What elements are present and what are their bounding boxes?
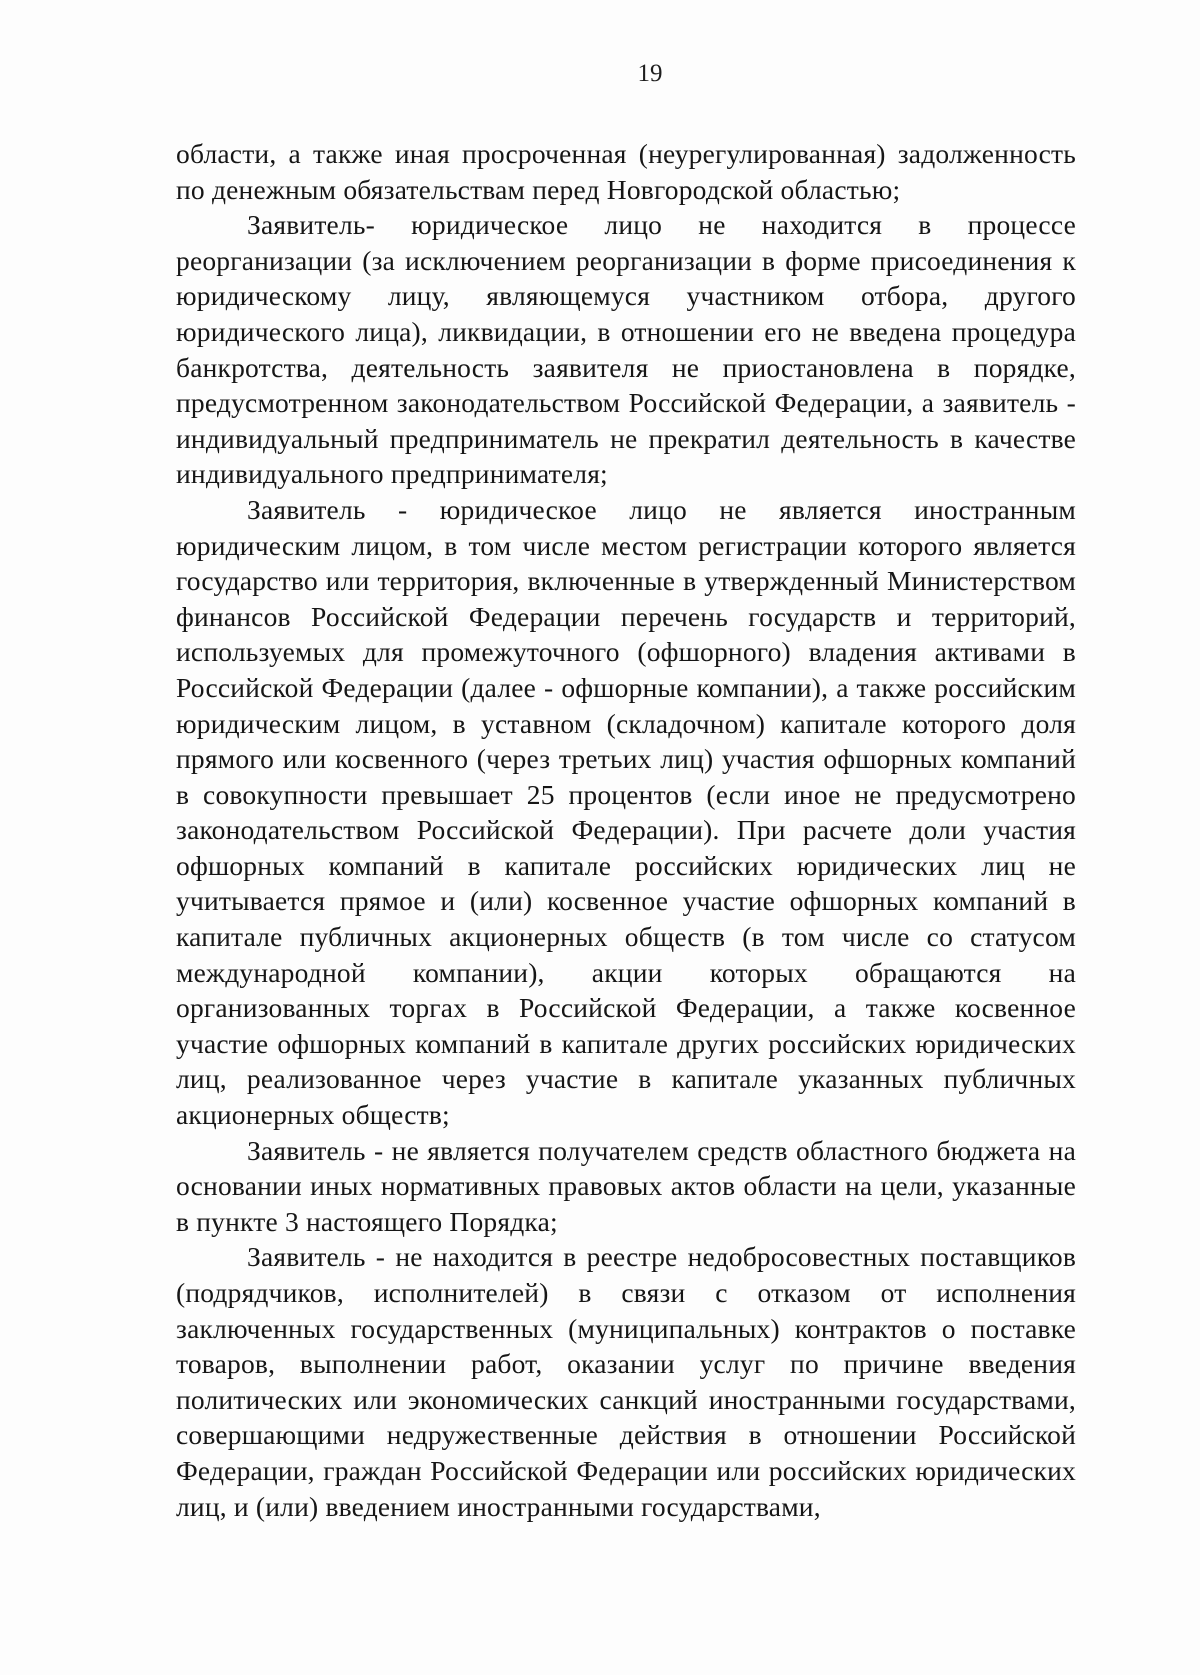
- page-number: 19: [637, 60, 663, 87]
- paragraph-continuation: области, а также иная просроченная (неурегулированная) задолженность по денежным обязательствам перед Новгородской областью;: [176, 138, 1076, 205]
- paragraph-offshore-condition: Заявитель - юридическое лицо не является иностранным юридическим лицом, в том числе местом регистрации которого является государство или территория, включенные в утвержденный Министерством финансов Российской Федерации перечень государств и территорий, используемых для промежуточного (офшорного) владения активами в Российской Федерации (далее - офшорные компании), а также российским юридическим лицом, в уставном (складочном) капитале которого доля прямого или косвенного (через третьих лиц) участия офшорных компаний в совокупности превышает 25 процентов (если иное не предусмотрено законодательством Российской Федерации). При расчете доли участия офшорных компаний в капитале российских юридических лиц не учитывается прямое и (или) косвенное участие офшорных компаний в капитале публичных акционерных обществ (в том числе со статусом международной компании), акции которых обращаются на организованных торгах в Российской Федерации, а также косвенное участие офшорных компаний в капитале других российских юридических лиц, реализованное через участие в капитале указанных публичных акционерных обществ;: [176, 493, 1076, 1131]
- paragraph-budget-recipient-condition: Заявитель - не является получателем средств областного бюджета на основании иных нормативных правовых актов области на цели, указанные в пункте 3 настоящего Порядка;: [176, 1134, 1076, 1237]
- document-body: [176, 136, 1076, 1524]
- paragraph-unfair-suppliers-condition: Заявитель - не находится в реестре недобросовестных поставщиков (подрядчиков, исполнителей) в связи с отказом от исполнения заключенных государственных (муниципальных) контрактов о поставке товаров, выполнении работ, оказании услуг по причине введения политических или экономических санкций иностранными государствами, совершающими недружественные действия в отношении Российской Федерации, граждан Российской Федерации или российских юридических лиц, и (или) введением иностранными государствами,: [176, 1241, 1076, 1522]
- paragraph-reorganization-condition: Заявитель- юридическое лицо не находится в процессе реорганизации (за исключением реорганизации в форме присоединения к юридическому лицу, являющемуся участником отбора, другого юридического лица), ликвидации, в отношении его не введена процедура банкротства, деятельность заявителя не приостановлена в порядке, предусмотренном законодательством Российской Федерации, а заявитель - индивидуальный предприниматель не прекратил деятельность в качестве индивидуального предпринимателя;: [176, 209, 1076, 490]
